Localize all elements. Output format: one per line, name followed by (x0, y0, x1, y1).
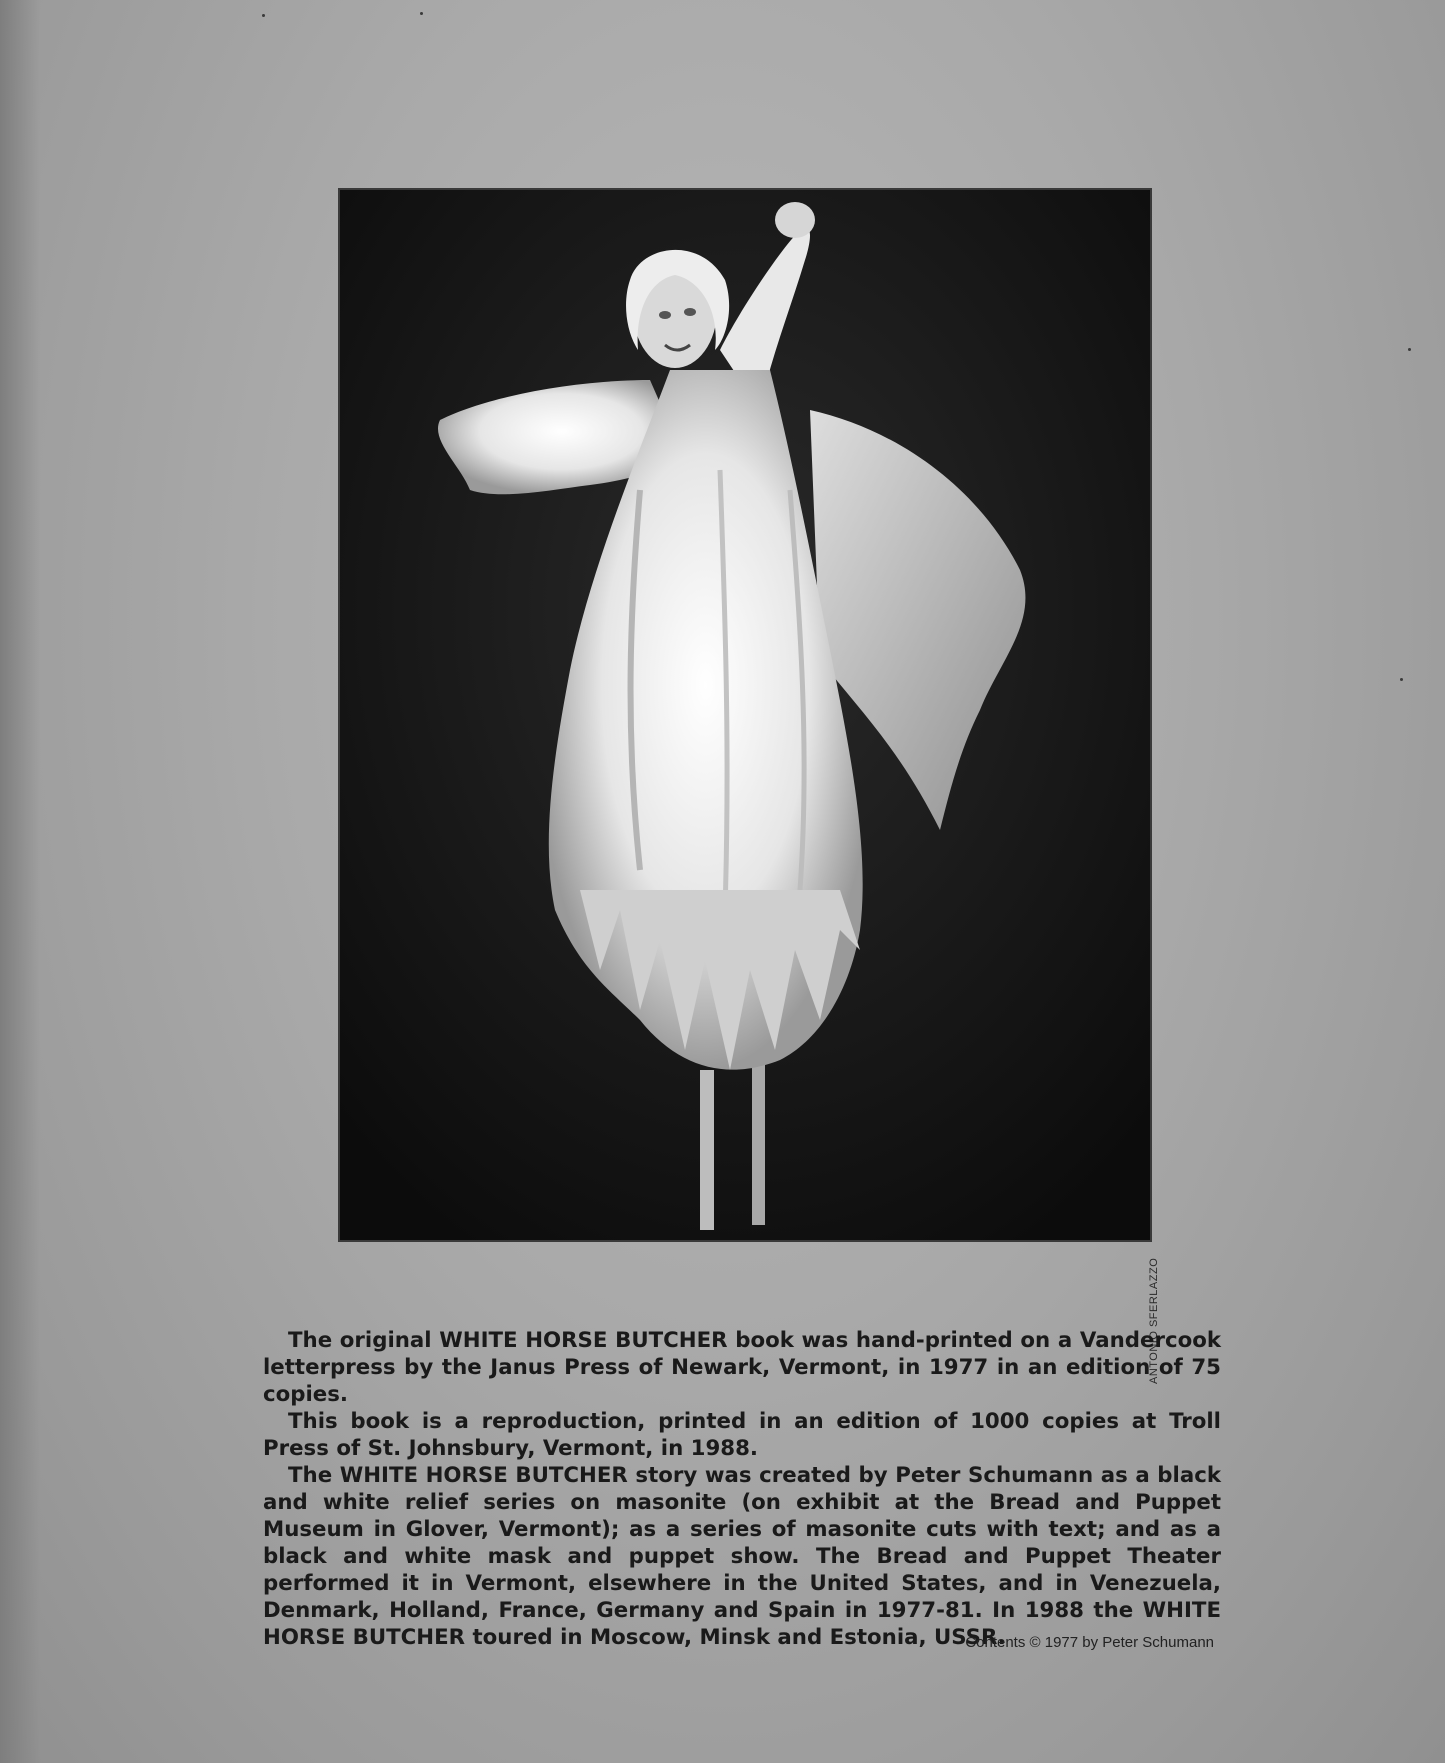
spine-shadow (0, 0, 40, 1763)
colophon-text (263, 1327, 1221, 1651)
colophon-paragraph: This book is a reproduction, printed in an edition of 1000 copies at Troll Press of St. Johnsbury, Vermont, in 1988. (263, 1409, 1221, 1461)
angel-puppet-image (340, 190, 1150, 1240)
dust-speck (1408, 348, 1411, 351)
colophon-paragraph: The WHITE HORSE BUTCHER story was created by Peter Schumann as a black and white relief series on masonite (on exhibit at the Bread and Puppet Museum in Glover, Vermont); as a series of masonite cuts with text; and as a black and white mask and puppet show. The Bread and Puppet Theater performed it in Vermont, elsewhere in the United States, and in Venezuela, Denmark, Holland, France, Germany and Spain in 1977-81. In 1988 the WHITE HORSE BUTCHER toured in Moscow, Minsk and Estonia, USSR. (263, 1463, 1221, 1650)
puppet-photograph (338, 188, 1152, 1242)
copyright-notice: Contents © 1977 by Peter Schumann (965, 1634, 1214, 1651)
dust-speck (1400, 678, 1403, 681)
dust-speck (262, 14, 265, 17)
photo-credit: ANTONIO SFERLAZZO (1148, 1257, 1160, 1384)
dust-speck (420, 12, 423, 15)
colophon-paragraph: The original WHITE HORSE BUTCHER book was hand-printed on a Vandercook letterpress by the Janus Press of Newark, Vermont, in 1977 in an edition of 75 copies. (263, 1328, 1221, 1407)
